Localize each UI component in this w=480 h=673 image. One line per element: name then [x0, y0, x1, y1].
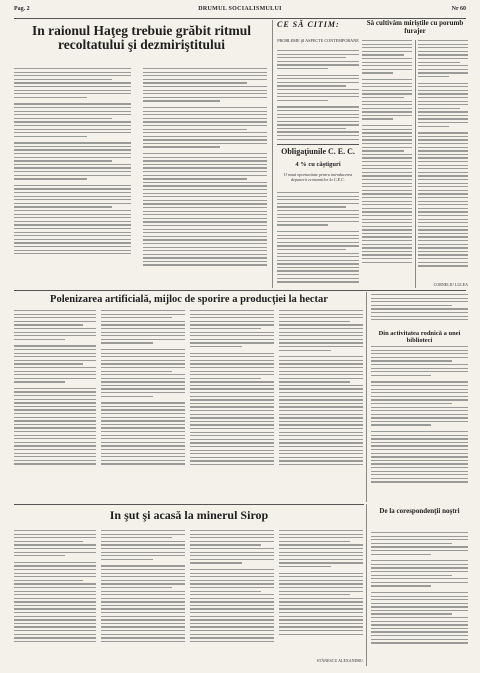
sirop-signature: STĂNESCU ALEXANDRU: [316, 658, 363, 663]
rubric-title: CE SĂ CITIM:: [277, 20, 340, 29]
newspaper-title: DRUMUL SOCIALISMULUI: [198, 6, 282, 12]
miristi-column-2: [418, 40, 468, 288]
miristi-signature: CORNELIU LULEA: [433, 282, 468, 287]
rubric-subtitle: PROBLEME ŞI ASPECTE CONTEMPORANE: [277, 38, 359, 43]
library-headline: Din activitatea rodnică a unei biblioteci: [378, 330, 461, 345]
cec-lead: O nouă oportunitate pentru introducerea depunerii economiilor la C.E.C.: [283, 172, 353, 183]
column-divider: [272, 20, 273, 288]
column-divider: [415, 40, 416, 288]
hateg-column-2: [143, 68, 267, 282]
polenizare-column-1: [14, 310, 96, 500]
miristi-column-1: [362, 40, 412, 288]
polenizare-column-2: [101, 310, 185, 500]
sirop-column-1: [14, 530, 96, 666]
section-rule: [277, 144, 359, 145]
correspondents-headline: De la corespondenţii noştri: [379, 507, 460, 515]
cec-headline: Obligaţiunile C. E. C.: [281, 147, 355, 156]
masthead: [14, 6, 466, 19]
hateg-headline: In raionul Haţeg trebuie grăbit ritmul recoltatului şi dezmiriştitului: [31, 23, 252, 53]
cec-subheadline: 4 % cu câştiguri: [295, 161, 341, 168]
sirop-headline: In şut şi acasă la minerul Sirop: [109, 508, 269, 522]
column-divider: [366, 292, 367, 502]
prev-article-tail: [371, 294, 468, 328]
cec-column: [277, 192, 359, 288]
rubric-column: [277, 50, 359, 142]
polenizare-column-4: [279, 310, 363, 500]
sirop-column-2: [101, 530, 185, 666]
sirop-column-4: [279, 530, 363, 656]
library-column: [371, 346, 468, 502]
polenizare-headline: Polenizarea artificială, mijloc de sporire a producţiei la hectar: [50, 294, 328, 305]
sirop-column-3: [190, 530, 274, 666]
section-rule: [14, 290, 466, 291]
page-number: Pag. 2: [14, 6, 30, 12]
issue-number: Nr 60: [451, 6, 466, 12]
miristi-headline: Să cultivăm miriştile cu porumb furajer: [366, 19, 464, 35]
column-divider: [366, 504, 367, 666]
correspondents-column: [371, 532, 468, 666]
hateg-column-1: [14, 68, 131, 282]
section-rule: [14, 504, 364, 505]
polenizare-column-3: [190, 310, 274, 500]
